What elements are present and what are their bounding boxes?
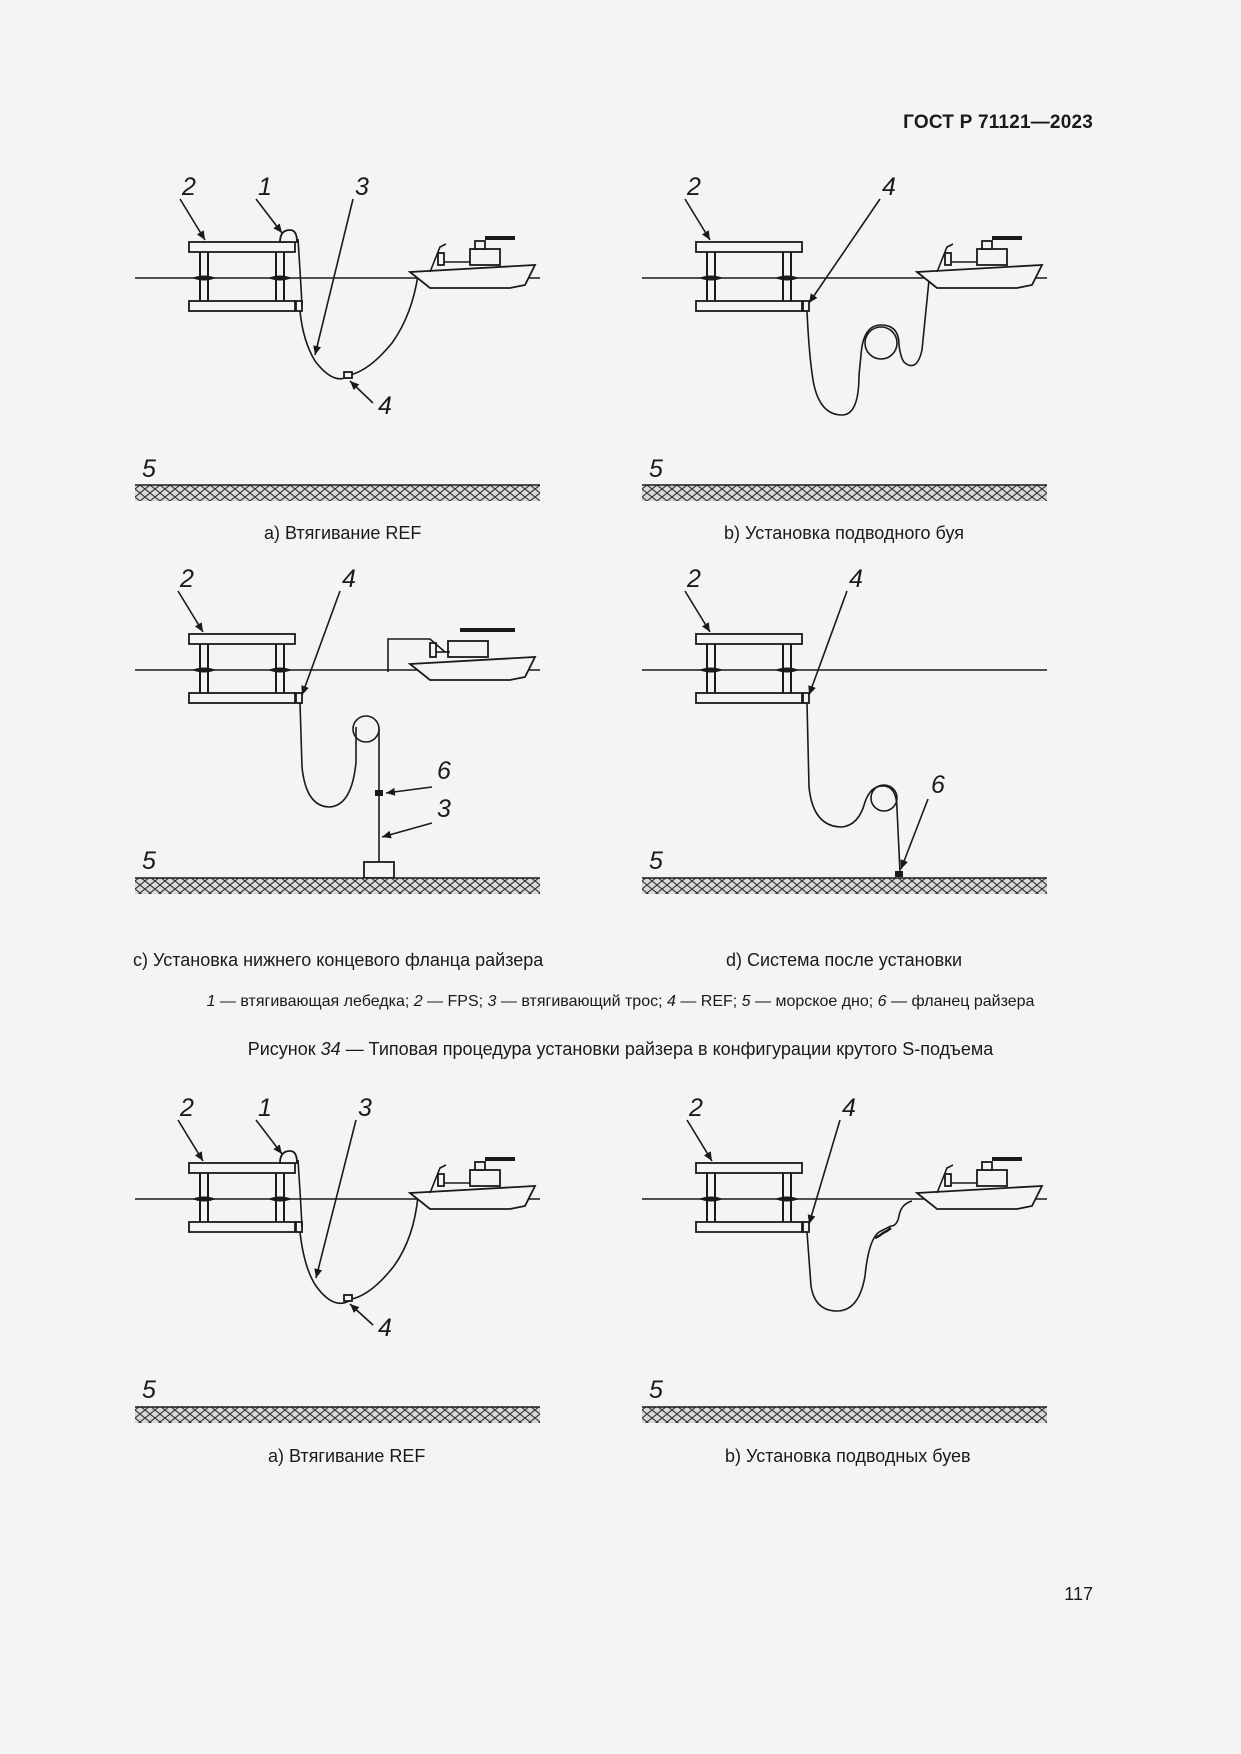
legend-text-6: — фланец райзера (886, 993, 1035, 1010)
label-2: 2 (182, 173, 196, 201)
label-1: 1 (258, 173, 272, 201)
leader-6 (386, 787, 432, 793)
document-id: ГОСТ Р 71121—2023 (903, 112, 1093, 133)
legend-text-5: — морское дно; (750, 993, 878, 1010)
leader-4 (809, 199, 880, 303)
seabed (135, 1407, 540, 1423)
label-2: 2 (180, 1094, 194, 1122)
legend-num-6: 6 (877, 993, 887, 1010)
fps-platform (189, 242, 295, 311)
diagram-35b (637, 1086, 1057, 1426)
legend-text-4: — REF; (675, 993, 742, 1010)
label-4: 4 (378, 1314, 392, 1342)
leader-6 (901, 799, 928, 869)
seabed (642, 485, 1047, 501)
legend-num-5: 5 (741, 993, 751, 1010)
label-2: 2 (689, 1094, 703, 1122)
riser-line (300, 275, 418, 379)
label-3: 3 (358, 1094, 372, 1122)
legend-num-2: 2 (413, 993, 423, 1010)
riser-connector (803, 693, 809, 703)
legend-num-4: 4 (666, 993, 676, 1010)
seabed-anchor (364, 862, 394, 878)
fps-platform (189, 634, 295, 703)
leader-4 (809, 591, 847, 695)
figure-title (0, 1039, 1241, 1060)
riser-connector (803, 1222, 809, 1232)
riser-connector (296, 693, 302, 703)
riser-line (807, 1201, 912, 1311)
leader-2 (178, 1120, 203, 1161)
label-6: 6 (437, 757, 451, 785)
riser-flange (375, 790, 383, 796)
subsea-buoy (353, 716, 379, 742)
label-4: 4 (342, 565, 356, 593)
page-number: 117 (1064, 1584, 1093, 1604)
seabed (135, 878, 540, 894)
legend-text-3: — втягивающий трос; (496, 993, 667, 1010)
label-5: 5 (142, 1376, 156, 1404)
riser-flange (895, 871, 903, 877)
ref-flange (344, 372, 352, 378)
caption-34c: c) Установка нижнего концевого фланца райзера (133, 950, 544, 970)
caption-35a: a) Втягивание REF (268, 1446, 426, 1466)
riser-line (807, 280, 929, 415)
diagram-34c (130, 557, 550, 897)
figure-legend (0, 993, 1241, 1011)
leader-3 (315, 199, 353, 355)
leader-1 (256, 199, 282, 233)
leader-4 (809, 1120, 840, 1224)
leader-2 (180, 199, 205, 240)
figure-title-number: 34 (320, 1039, 341, 1059)
winch (280, 230, 297, 242)
diagram-34d (637, 557, 1057, 897)
leader-4 (350, 1304, 373, 1325)
vessel (917, 238, 1042, 288)
label-5: 5 (649, 455, 663, 483)
label-3: 3 (437, 795, 451, 823)
legend-num-3: 3 (487, 993, 497, 1010)
seabed (135, 485, 540, 501)
caption-34a: a) Втягивание REF (264, 523, 422, 543)
label-2: 2 (180, 565, 194, 593)
fps-platform (696, 634, 802, 703)
subsea-buoy (871, 785, 897, 811)
vessel (388, 630, 535, 680)
legend-text-1: — втягивающая лебедка; (215, 993, 414, 1010)
pull-cable (298, 1160, 302, 1227)
leader-2 (685, 591, 710, 632)
label-4: 4 (882, 173, 896, 201)
caption-35b: b) Установка подводных буев (725, 1446, 971, 1466)
label-3: 3 (355, 173, 369, 201)
vessel (917, 1159, 1042, 1209)
pull-cable (298, 239, 302, 306)
vessel (410, 1159, 535, 1209)
fps-platform (696, 242, 802, 311)
label-2: 2 (687, 565, 701, 593)
label-2: 2 (687, 173, 701, 201)
label-5: 5 (649, 847, 663, 875)
figure-title-prefix: Рисунок (247, 1039, 321, 1059)
fps-platform (189, 1163, 295, 1232)
subsea-buoy (865, 327, 897, 359)
label-4: 4 (842, 1094, 856, 1122)
leader-4 (302, 591, 340, 695)
riser-line (300, 703, 356, 807)
diagram-34a (130, 165, 550, 505)
legend-num-1: 1 (206, 993, 216, 1010)
label-4: 4 (378, 392, 392, 420)
winch (280, 1151, 297, 1163)
label-4: 4 (849, 565, 863, 593)
label-5: 5 (142, 455, 156, 483)
seabed (642, 1407, 1047, 1423)
diagram-35a (130, 1086, 550, 1426)
caption-34d: d) Система после установки (726, 950, 963, 970)
legend-text-2: — FPS; (422, 993, 488, 1010)
leader-2 (685, 199, 710, 240)
leader-3 (382, 823, 432, 837)
riser-line (807, 703, 900, 872)
vessel (410, 238, 535, 288)
riser-connector (803, 301, 809, 311)
riser-line (300, 1196, 418, 1303)
leader-1 (256, 1120, 282, 1154)
label-1: 1 (258, 1094, 272, 1122)
seabed (642, 878, 1047, 894)
caption-34b: b) Установка подводного буя (724, 523, 965, 543)
diagram-34b (637, 165, 1057, 505)
figure-title-text: — Типовая процедура установки райзера в конфигурации крутого S-подъема (340, 1039, 994, 1059)
leader-4 (350, 381, 373, 403)
label-6: 6 (931, 771, 945, 799)
label-5: 5 (649, 1376, 663, 1404)
fps-platform (696, 1163, 802, 1232)
leader-2 (687, 1120, 712, 1161)
leader-2 (178, 591, 203, 632)
label-5: 5 (142, 847, 156, 875)
ref-flange (344, 1295, 352, 1301)
